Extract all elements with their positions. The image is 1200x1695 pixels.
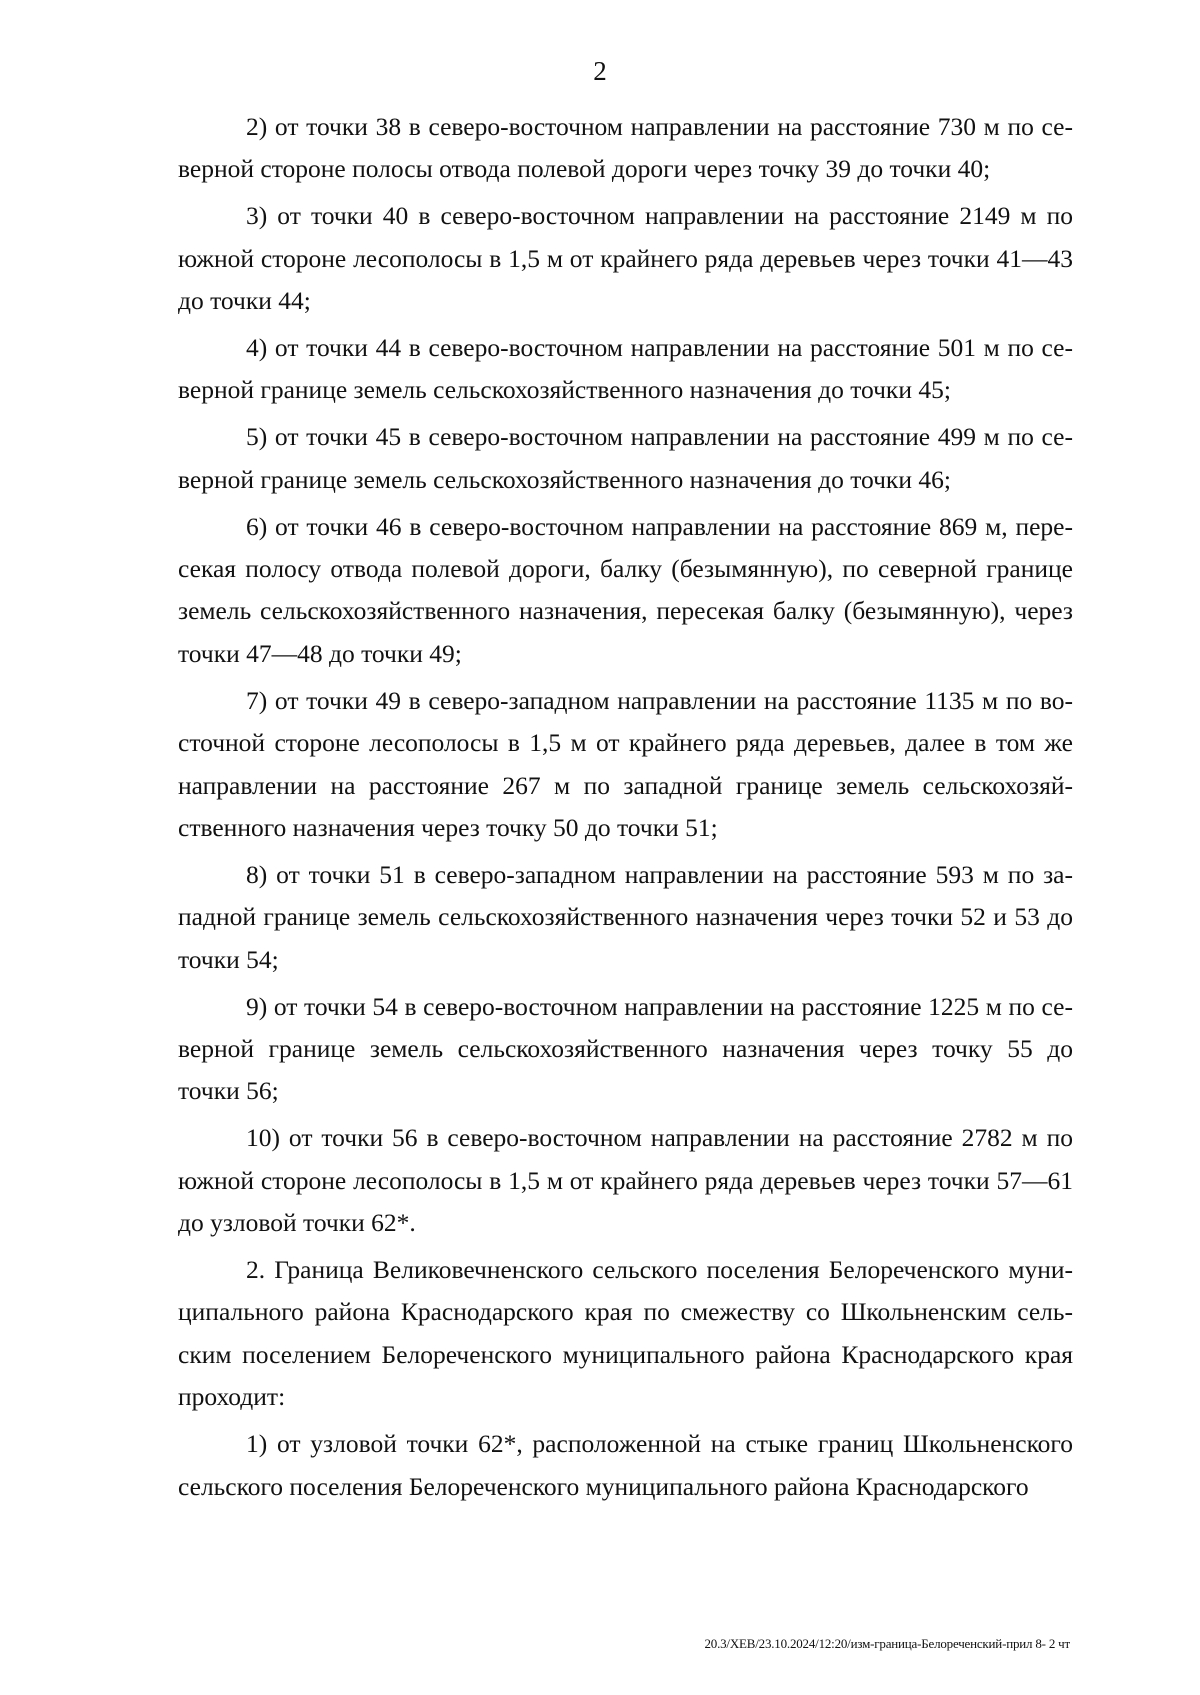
paragraph-item-9: 9) от точки 54 в северо-восточном направлении на расстояние 1225 м по северной границе земель сельскохозяйственного назначения через точку 55 до точки 56; [178,991,1073,1106]
paragraph-item-6: 6) от точки 46 в северо-восточном направлении на расстояние 869 м, пересекая полосу отвода полевой дороги, балку (безымянную), по северной границе земель сельскохозяйственного назначения, пересекая балку (безымянную), через точки 47—48 до точки 49; [178,511,1073,668]
section-2-paragraph: 2. Граница Великовечненского сельского поселения Белореченского муниципального района Краснодарского края по смежеству со Школьненским сельским поселением Белореченского муниципального района Краснодарского края проходит: [178,1255,1073,1412]
paragraph-item-10: 10) от точки 56 в северо-восточном направлении на расстояние 2782 м по южной стороне лесополосы в 1,5 м от крайнего ряда деревьев через точки 57—61 до узловой точки 62*. [178,1123,1073,1238]
paragraph-item-7: 7) от точки 49 в северо-западном направлении на расстояние 1135 м по восточной стороне лесополосы в 1,5 м от крайнего ряда деревьев, далее в том же направлении на расстояние 267 м по западной границе земель сельскохозяйственного назначения через точку 50 до точки 51; [178,685,1073,842]
paragraph-item-2: 2) от точки 38 в северо-восточном направлении на расстояние 730 м по северной стороне полосы отвода полевой дороги через точку 39 до точки 40; [178,112,1073,184]
paragraph-item-3: 3) от точки 40 в северо-восточном направлении на расстояние 2149 м по южной стороне лесополосы в 1,5 м от крайнего ряда деревьев через точки 41—43 до точки 44; [178,201,1073,316]
section-2-item-1: 1) от узловой точки 62*, расположенной на стыке границ Школьненского сельского поселения Белореченского муниципального района Краснодарского [178,1429,1073,1501]
paragraph-item-4: 4) от точки 44 в северо-восточном направлении на расстояние 501 м по северной границе земель сельскохозяйственного назначения до точки 45; [178,333,1073,405]
paragraph-item-8: 8) от точки 51 в северо-западном направлении на расстояние 593 м по западной границе земель сельскохозяйственного назначения через точки 52 и 53 до точки 54; [178,859,1073,974]
document-footer-code: 20.3/ХЕВ/23.10.2024/12:20/изм-граница-Белореченский-прил 8- 2 чт [704,1636,1070,1651]
paragraph-item-5: 5) от точки 45 в северо-восточном направлении на расстояние 499 м по северной границе земель сельскохозяйственного назначения до точки 46; [178,422,1073,494]
document-body [178,106,1073,1513]
page-number: 2 [593,56,607,86]
